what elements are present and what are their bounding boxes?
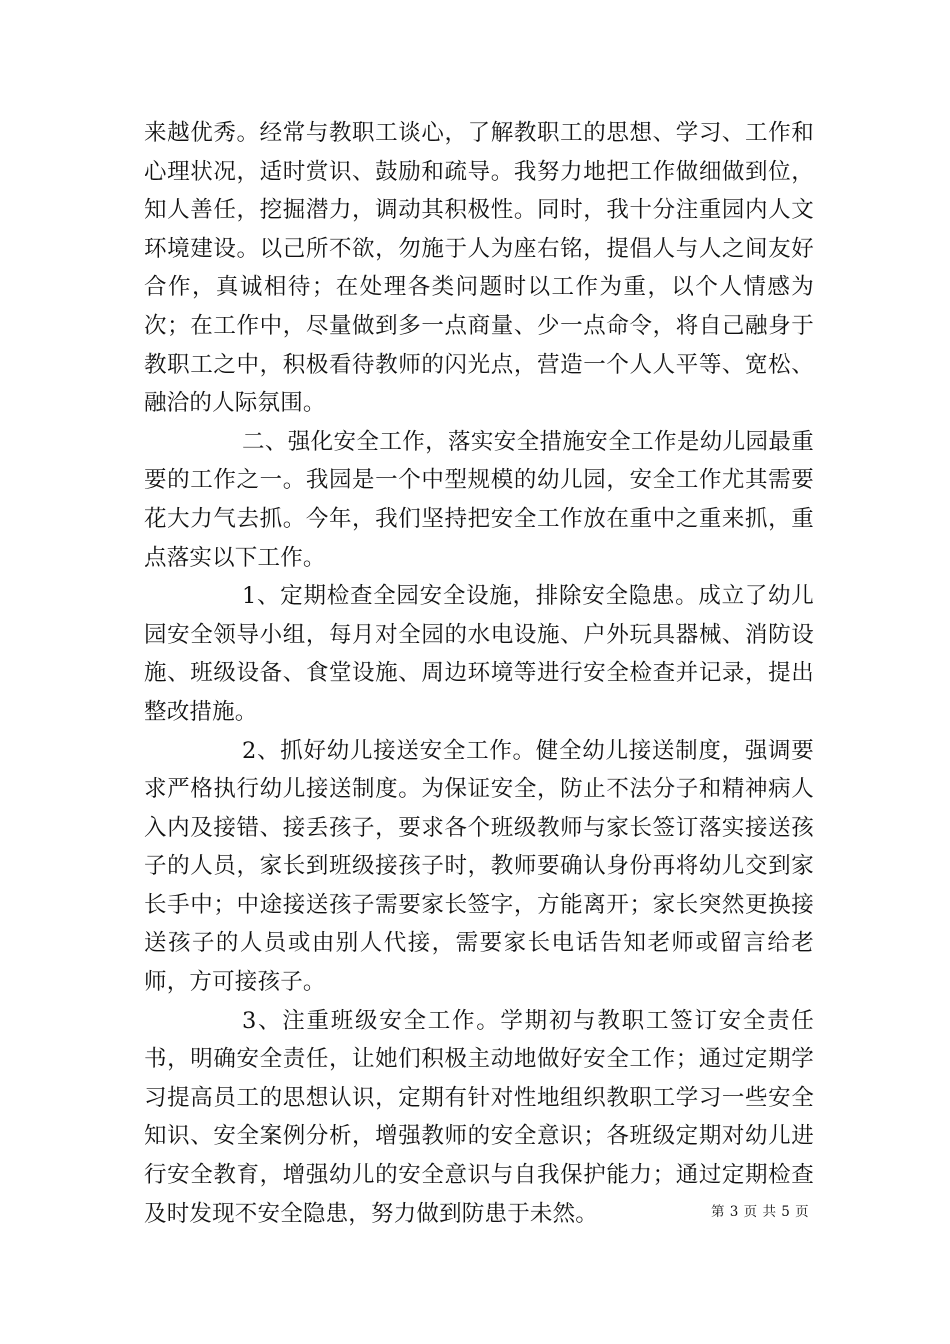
page-number-footer: 第 3 页 共 5 页 [711,1204,810,1220]
paragraph-section-two: 二、强化安全工作，落实安全措施安全工作是幼儿园最重要的工作之一。我园是一个中型规模的幼儿园，安全工作尤其需要花大力气去抓。今年，我们坚持把安全工作放在重中之重来抓，重点落实以下工作。 [144,428,814,571]
paragraph-item-one: 1、定期检查全园安全设施，排除安全隐患。成立了幼儿园安全领导小组，每月对全园的水电设施、户外玩具器械、消防设施、班级设备、食堂设施、周边环境等进行安全检查并记录，提出整改措施。 [144,583,814,725]
paragraph-item-two: 2、抓好幼儿接送安全工作。健全幼儿接送制度，强调要求严格执行幼儿接送制度。为保证安全，防止不法分子和精神病人入内及接错、接丢孩子，要求各个班级教师与家长签订落实接送孩子的人员，家长到班级接孩子时，教师要确认身份再将幼儿交到家长手中；中途接送孩子需要家长签字，方能离开；家长突然更换接送孩子的人员或由别人代接，需要家长电话告知老师或留言给老师，方可接孩子。 [144,737,814,996]
paragraph-continuation: 来越优秀。经常与教职工谈心，了解教职工的思想、学习、工作和心理状况，适时赏识、鼓励和疏导。我努力地把工作做细做到位，知人善任，挖掘潜力，调动其积极性。同时，我十分注重园内人文环境建设。以己所不欲，勿施于人为座右铭，提倡人与人之间友好合作，真诚相待；在处理各类问题时以工作为重，以个人情感为次；在工作中，尽量做到多一点商量、少一点命令，将自己融身于教职工之中，积极看待教师的闪光点，营造一个人人平等、宽松、融洽的人际氛围。 [144,120,814,417]
document-body [144,114,814,1233]
paragraph-item-three: 3、注重班级安全工作。学期初与教职工签订安全责任书，明确安全责任，让她们积极主动地做好安全工作；通过定期学习提高员工的思想认识，定期有针对性地组织教职工学习一些安全知识、安全案例分析，增强教师的安全意识；各班级定期对幼儿进行安全教育，增强幼儿的安全意识与自我保护能力；通过定期检查及时发现不安全隐患，努力做到防患于未然。 [144,1007,814,1227]
